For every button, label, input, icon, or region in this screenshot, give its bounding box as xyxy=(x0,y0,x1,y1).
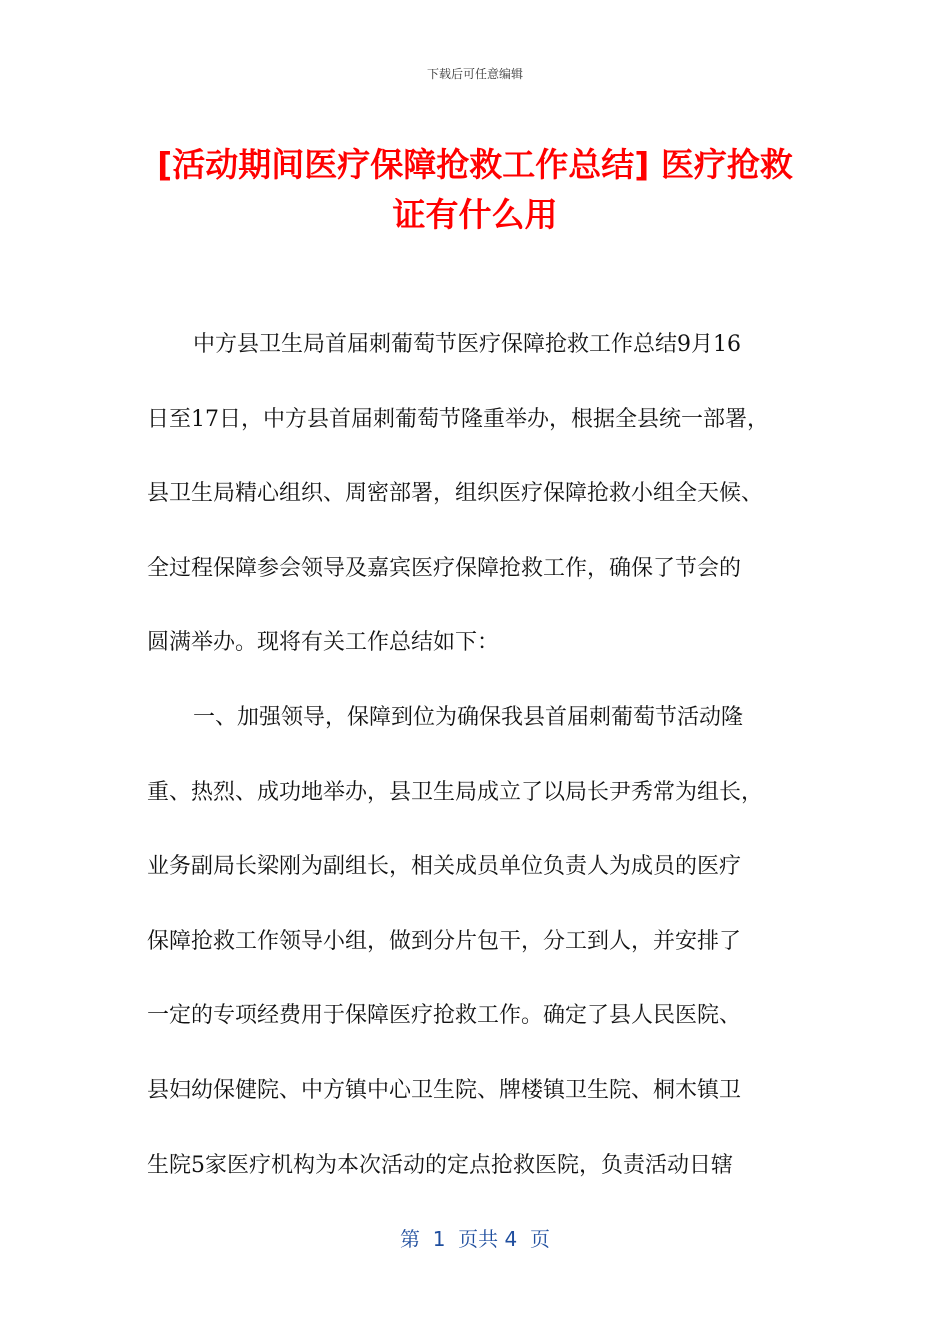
header-note: 下载后可任意编辑 xyxy=(426,67,523,81)
paragraph-2-line-6: 县妇幼保健院、中方镇中心卫生院、牌楼镇卫生院、桐木镇卫 xyxy=(147,1077,742,1103)
paragraph-2-line-7: 生院5家医疗机构为本次活动的定点抢救医院，负责活动日辖 xyxy=(147,1152,733,1178)
title-line-1: [活动期间医疗保障抢救工作总结] 医疗抢救 xyxy=(157,145,793,184)
paragraph-2-line-3: 业务副局长梁刚为副组长，相关成员单位负责人为成员的医疗 xyxy=(147,854,742,880)
paragraph-1-line-4: 全过程保障参会领导及嘉宾医疗保障抢救工作，确保了节会的 xyxy=(147,555,742,581)
paragraph-1-line-5: 圆满举办。现将有关工作总结如下： xyxy=(147,630,500,656)
title-line-2: 证有什么用 xyxy=(392,195,558,234)
paragraph-2-line-5: 一定的专项经费用于保障医疗抢救工作。确定了县人民医院、 xyxy=(147,1003,742,1029)
paragraph-1-line-1: 中方县卫生局首届刺葡萄节医疗保障抢救工作总结9月16 xyxy=(193,332,741,357)
paragraph-1-line-3: 县卫生局精心组织、周密部署，组织医疗保障抢救小组全天候、 xyxy=(147,481,764,507)
page-footer: 第 1 页共 4 页 xyxy=(400,1227,550,1251)
body-text xyxy=(147,322,807,1217)
paragraph-2-line-4: 保障抢救工作领导小组，做到分片包干，分工到人，并安排了 xyxy=(147,928,742,954)
document-title xyxy=(100,140,850,240)
paragraph-2-line-1: 一、加强领导，保障到位为确保我县首届刺葡萄节活动隆 xyxy=(193,704,744,730)
paragraph-1-line-2: 日至17日，中方县首届刺葡萄节隆重举办，根据全县统一部署， xyxy=(147,406,769,432)
paragraph-2-line-2: 重、热烈、成功地举办，县卫生局成立了以局长尹秀常为组长， xyxy=(147,779,764,805)
